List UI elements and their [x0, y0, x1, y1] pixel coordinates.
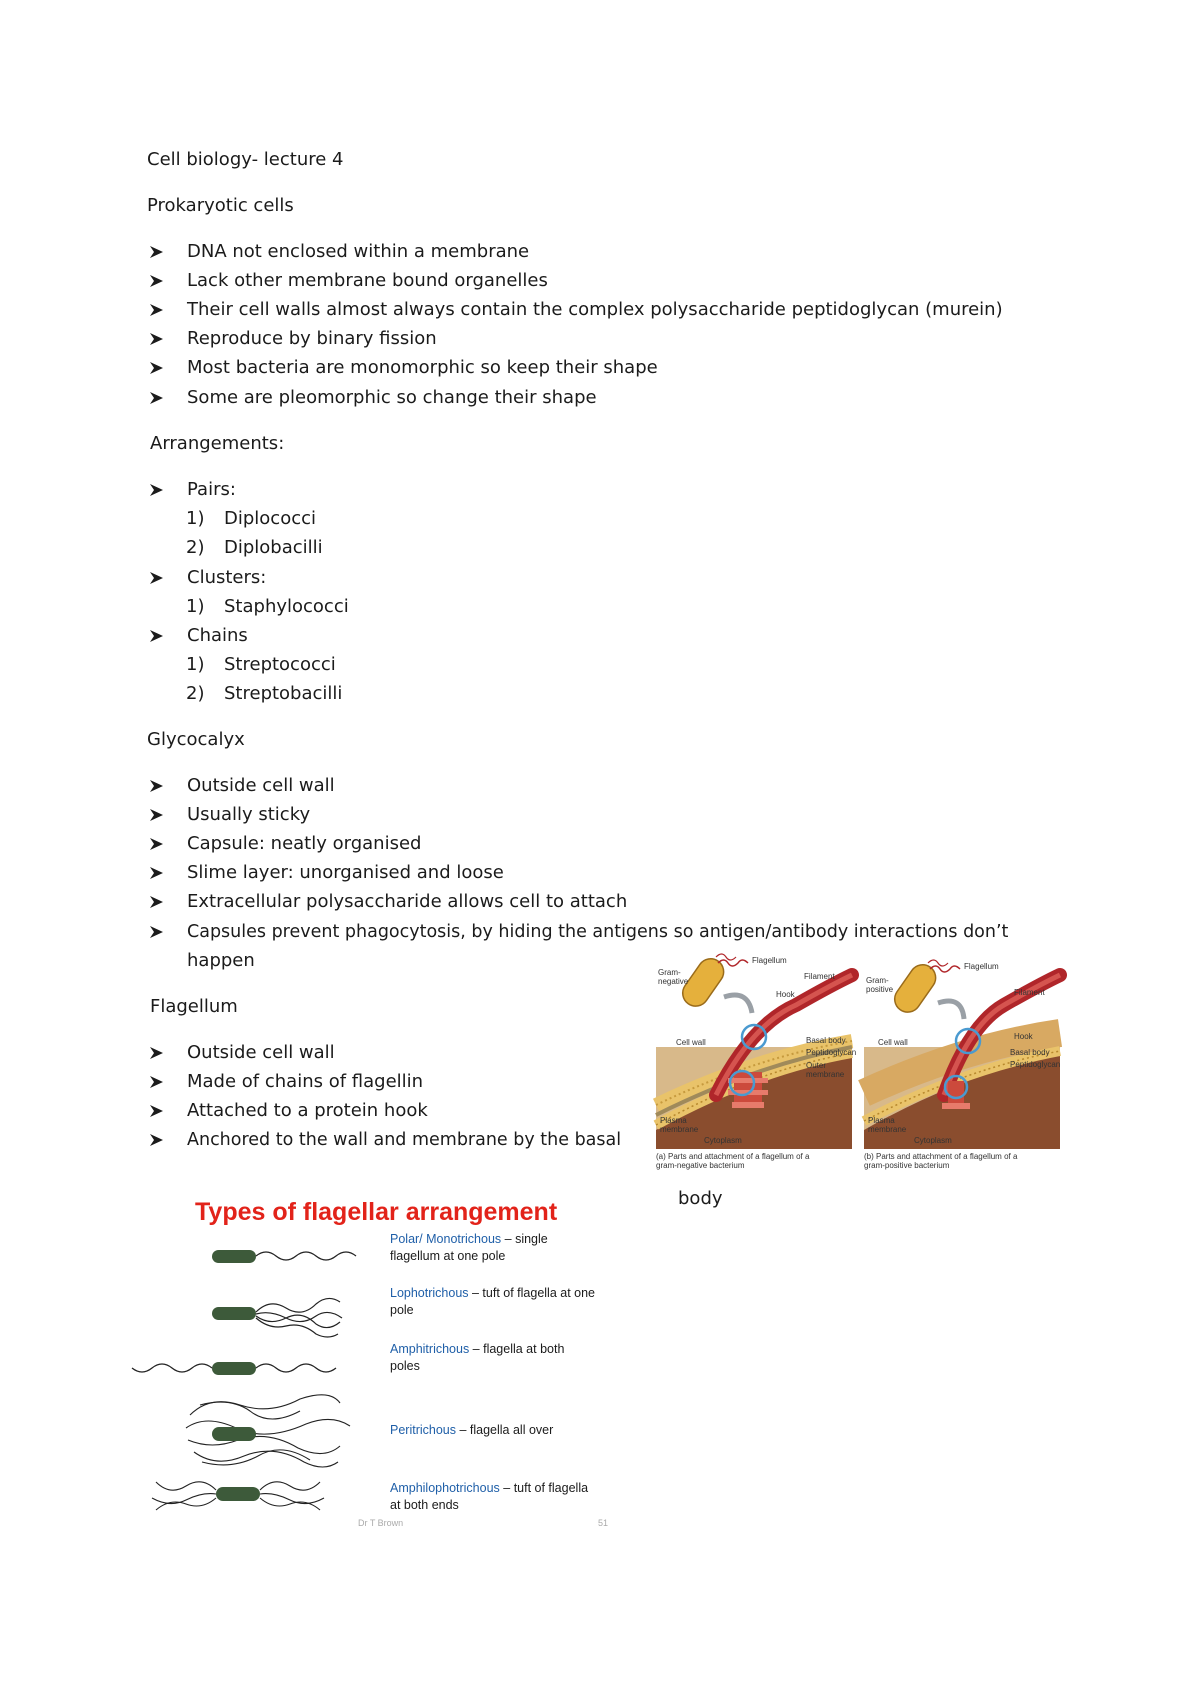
label-hook: Hook — [776, 990, 795, 999]
label-cell-wall: Cell wall — [878, 1038, 908, 1047]
svg-text:Polar/ Monotrichous – single: Polar/ Monotrichous – single — [390, 1232, 548, 1246]
arrow-bullet-icon — [147, 774, 167, 798]
doc-title: Cell biology- lecture 4 — [147, 149, 344, 170]
svg-text:Lophotrichous – tuft of flagel: Lophotrichous – tuft of flagella at one — [390, 1286, 596, 1300]
list-item: Anchored to the wall and membrane by the basal — [187, 1128, 621, 1152]
arrow-bullet-icon — [147, 240, 167, 264]
figure-footer-page: 51 — [598, 1518, 609, 1528]
term-amphilophotrichous: Amphilophotrichous — [390, 1481, 500, 1495]
list-item: Some are pleomorphic so change their shape — [187, 386, 597, 410]
arrow-bullet-icon — [147, 566, 167, 590]
svg-text:Amphitrichous – flagella at bo: Amphitrichous – flagella at both — [390, 1342, 565, 1356]
arrow-bullet-icon — [147, 1041, 167, 1065]
list-item: Capsule: neatly organised — [187, 832, 421, 856]
arrow-bullet-icon — [147, 624, 167, 648]
gram-negative-panel — [656, 954, 856, 1171]
desc-amphilophotrichous: at both ends — [390, 1498, 459, 1512]
term-lophotrichous: Lophotrichous — [390, 1286, 469, 1300]
label-plasma-membrane: Plasma membrane — [660, 1116, 699, 1135]
label-flagellum: Flagellum — [964, 962, 999, 971]
term-monotrichous: Polar/ Monotrichous — [390, 1232, 502, 1246]
list-item: Lack other membrane bound organelles — [187, 269, 548, 293]
flagellum-structure-figure — [656, 955, 1061, 1171]
list-item: Outside cell wall — [187, 774, 335, 798]
numbered-item: 1) Streptococci — [186, 654, 336, 675]
arrow-bullet-icon — [147, 1099, 167, 1123]
label-filament: Filament — [1014, 988, 1045, 997]
label-outer-membrane: Outer membrane — [806, 1061, 845, 1080]
label-basal-body: Basal body — [806, 1036, 846, 1045]
cell-amphilophotrichous — [152, 1482, 324, 1510]
label-gram: Gram-negative — [658, 968, 689, 987]
label-flagellum: Flagellum — [752, 956, 787, 965]
figure-caption-a: (a) Parts and attachment of a flagellum of a gram-negative bacterium — [656, 1152, 810, 1171]
list-item: Most bacteria are monomorphic so keep their shape — [187, 356, 658, 380]
svg-text:Peritrichous – flagella all ov: Peritrichous – flagella all over — [390, 1423, 554, 1437]
arrow-bullet-icon — [147, 1070, 167, 1094]
list-item: Extracellular polysaccharide allows cell to attach — [187, 890, 627, 914]
list-item: Reproduce by binary fission — [187, 327, 437, 351]
figure-title: Types of flagellar arrangement — [195, 1198, 558, 1226]
gram-positive-panel — [864, 960, 1060, 1171]
label-filament: Filament — [804, 972, 835, 981]
label-peptidoglycan: Peptidoglycan — [1010, 1060, 1061, 1069]
list-item-continuation: happen — [187, 950, 255, 971]
list-item: Chains — [187, 624, 248, 648]
list-item: Outside cell wall — [187, 1041, 335, 1065]
list-item: Their cell walls almost always contain the complex polysaccharide peptidoglycan (murein) — [187, 298, 1003, 322]
list-item: DNA not enclosed within a membrane — [187, 240, 529, 264]
heading-flagellum: Flagellum — [150, 996, 238, 1017]
cell-peritrichous — [186, 1395, 350, 1467]
figure-caption-b: (b) Parts and attachment of a flagellum of a gram-positive bacterium — [864, 1152, 1018, 1171]
label-basal-body: Basal body — [1010, 1048, 1050, 1057]
cell-monotrichous — [212, 1250, 356, 1263]
heading-arrangements: Arrangements: — [150, 433, 285, 454]
arrow-bullet-icon — [147, 861, 167, 885]
label-peptidoglycan: Peptidoglycan — [806, 1048, 857, 1057]
arrow-bullet-icon — [147, 832, 167, 856]
numbered-item: 1) Diplococci — [186, 508, 317, 529]
figure-footer-author: Dr T Brown — [358, 1518, 404, 1528]
numbered-item: 1) Staphylococci — [186, 596, 349, 617]
label-hook: Hook — [1014, 1032, 1033, 1041]
label-cell-wall: Cell wall — [676, 1038, 706, 1047]
arrow-bullet-icon — [147, 890, 167, 914]
label-plasma-membrane: Plasma membrane — [868, 1116, 907, 1135]
list-item: Slime layer: unorganised and loose — [187, 861, 504, 885]
label-cytoplasm: Cytoplasm — [914, 1136, 952, 1145]
list-item: Usually sticky — [187, 803, 310, 827]
term-peritrichous: Peritrichous — [390, 1423, 456, 1437]
list-item-continuation: body — [678, 1188, 723, 1209]
arrow-bullet-icon — [147, 478, 167, 502]
arrow-bullet-icon — [147, 356, 167, 380]
flagellar-arrangement-figure — [150, 1190, 620, 1530]
arrow-bullet-icon — [147, 269, 167, 293]
arrow-bullet-icon — [147, 327, 167, 351]
desc-amphitrichous: poles — [390, 1359, 420, 1373]
label-gram: Gram-positive — [866, 976, 894, 995]
desc-lophotrichous: pole — [390, 1303, 414, 1317]
cell-amphitrichous — [132, 1362, 336, 1375]
term-amphitrichous: Amphitrichous — [390, 1342, 470, 1356]
list-item: Attached to a protein hook — [187, 1099, 428, 1123]
arrow-bullet-icon — [147, 1128, 167, 1152]
svg-text:Amphilophotrichous – tuft of f: Amphilophotrichous – tuft of flagella — [390, 1481, 589, 1495]
list-item: Capsules prevent phagocytosis, by hiding the antigens so antigen/antibody interactions don’t — [187, 920, 1008, 944]
list-item: Clusters: — [187, 566, 266, 590]
label-cytoplasm: Cytoplasm — [704, 1136, 742, 1145]
arrow-bullet-icon — [147, 803, 167, 827]
cell-lophotrichous — [212, 1298, 342, 1337]
desc-monotrichous: flagellum at one pole — [390, 1249, 506, 1263]
list-item: Made of chains of flagellin — [187, 1070, 423, 1094]
heading-glycocalyx: Glycocalyx — [147, 729, 245, 750]
arrow-bullet-icon — [147, 298, 167, 322]
heading-prokaryotic: Prokaryotic cells — [147, 195, 294, 216]
arrow-bullet-icon — [147, 386, 167, 410]
numbered-item: 2) Streptobacilli — [186, 683, 343, 704]
numbered-item: 2) Diplobacilli — [186, 537, 323, 558]
arrow-bullet-icon — [147, 920, 167, 944]
list-item: Pairs: — [187, 478, 236, 502]
